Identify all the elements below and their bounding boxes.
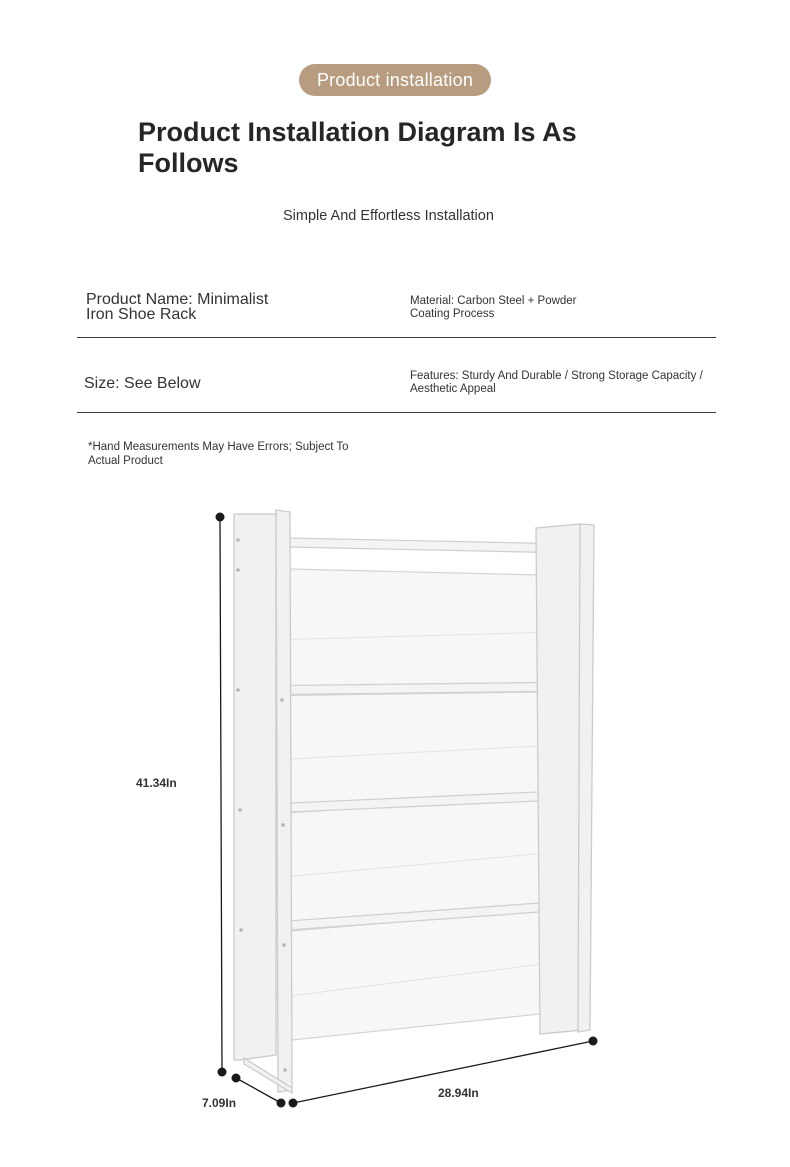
spec-features: Features: Sturdy And Durable / Strong Storage Capacity / Aesthetic Appeal [410,370,703,395]
width-dimension-label: 28.94In [438,1086,479,1100]
page-subtitle: Simple And Effortless Installation [283,208,494,224]
spec-material: Material: Carbon Steel + Powder Coating Process [410,295,577,320]
height-dimension-label: 41.34In [136,776,177,790]
depth-dimension-label: 7.09In [202,1096,237,1110]
page-title: Product Installation Diagram Is As Follows [138,117,577,178]
spec-product-name: Product Name: Minimalist Iron Shoe Rack [86,291,269,323]
spec-size: Size: See Below [84,375,201,392]
measurement-note: *Hand Measurements May Have Errors; Subject To Actual Product [88,441,349,467]
section-badge: Product installation [299,64,491,96]
